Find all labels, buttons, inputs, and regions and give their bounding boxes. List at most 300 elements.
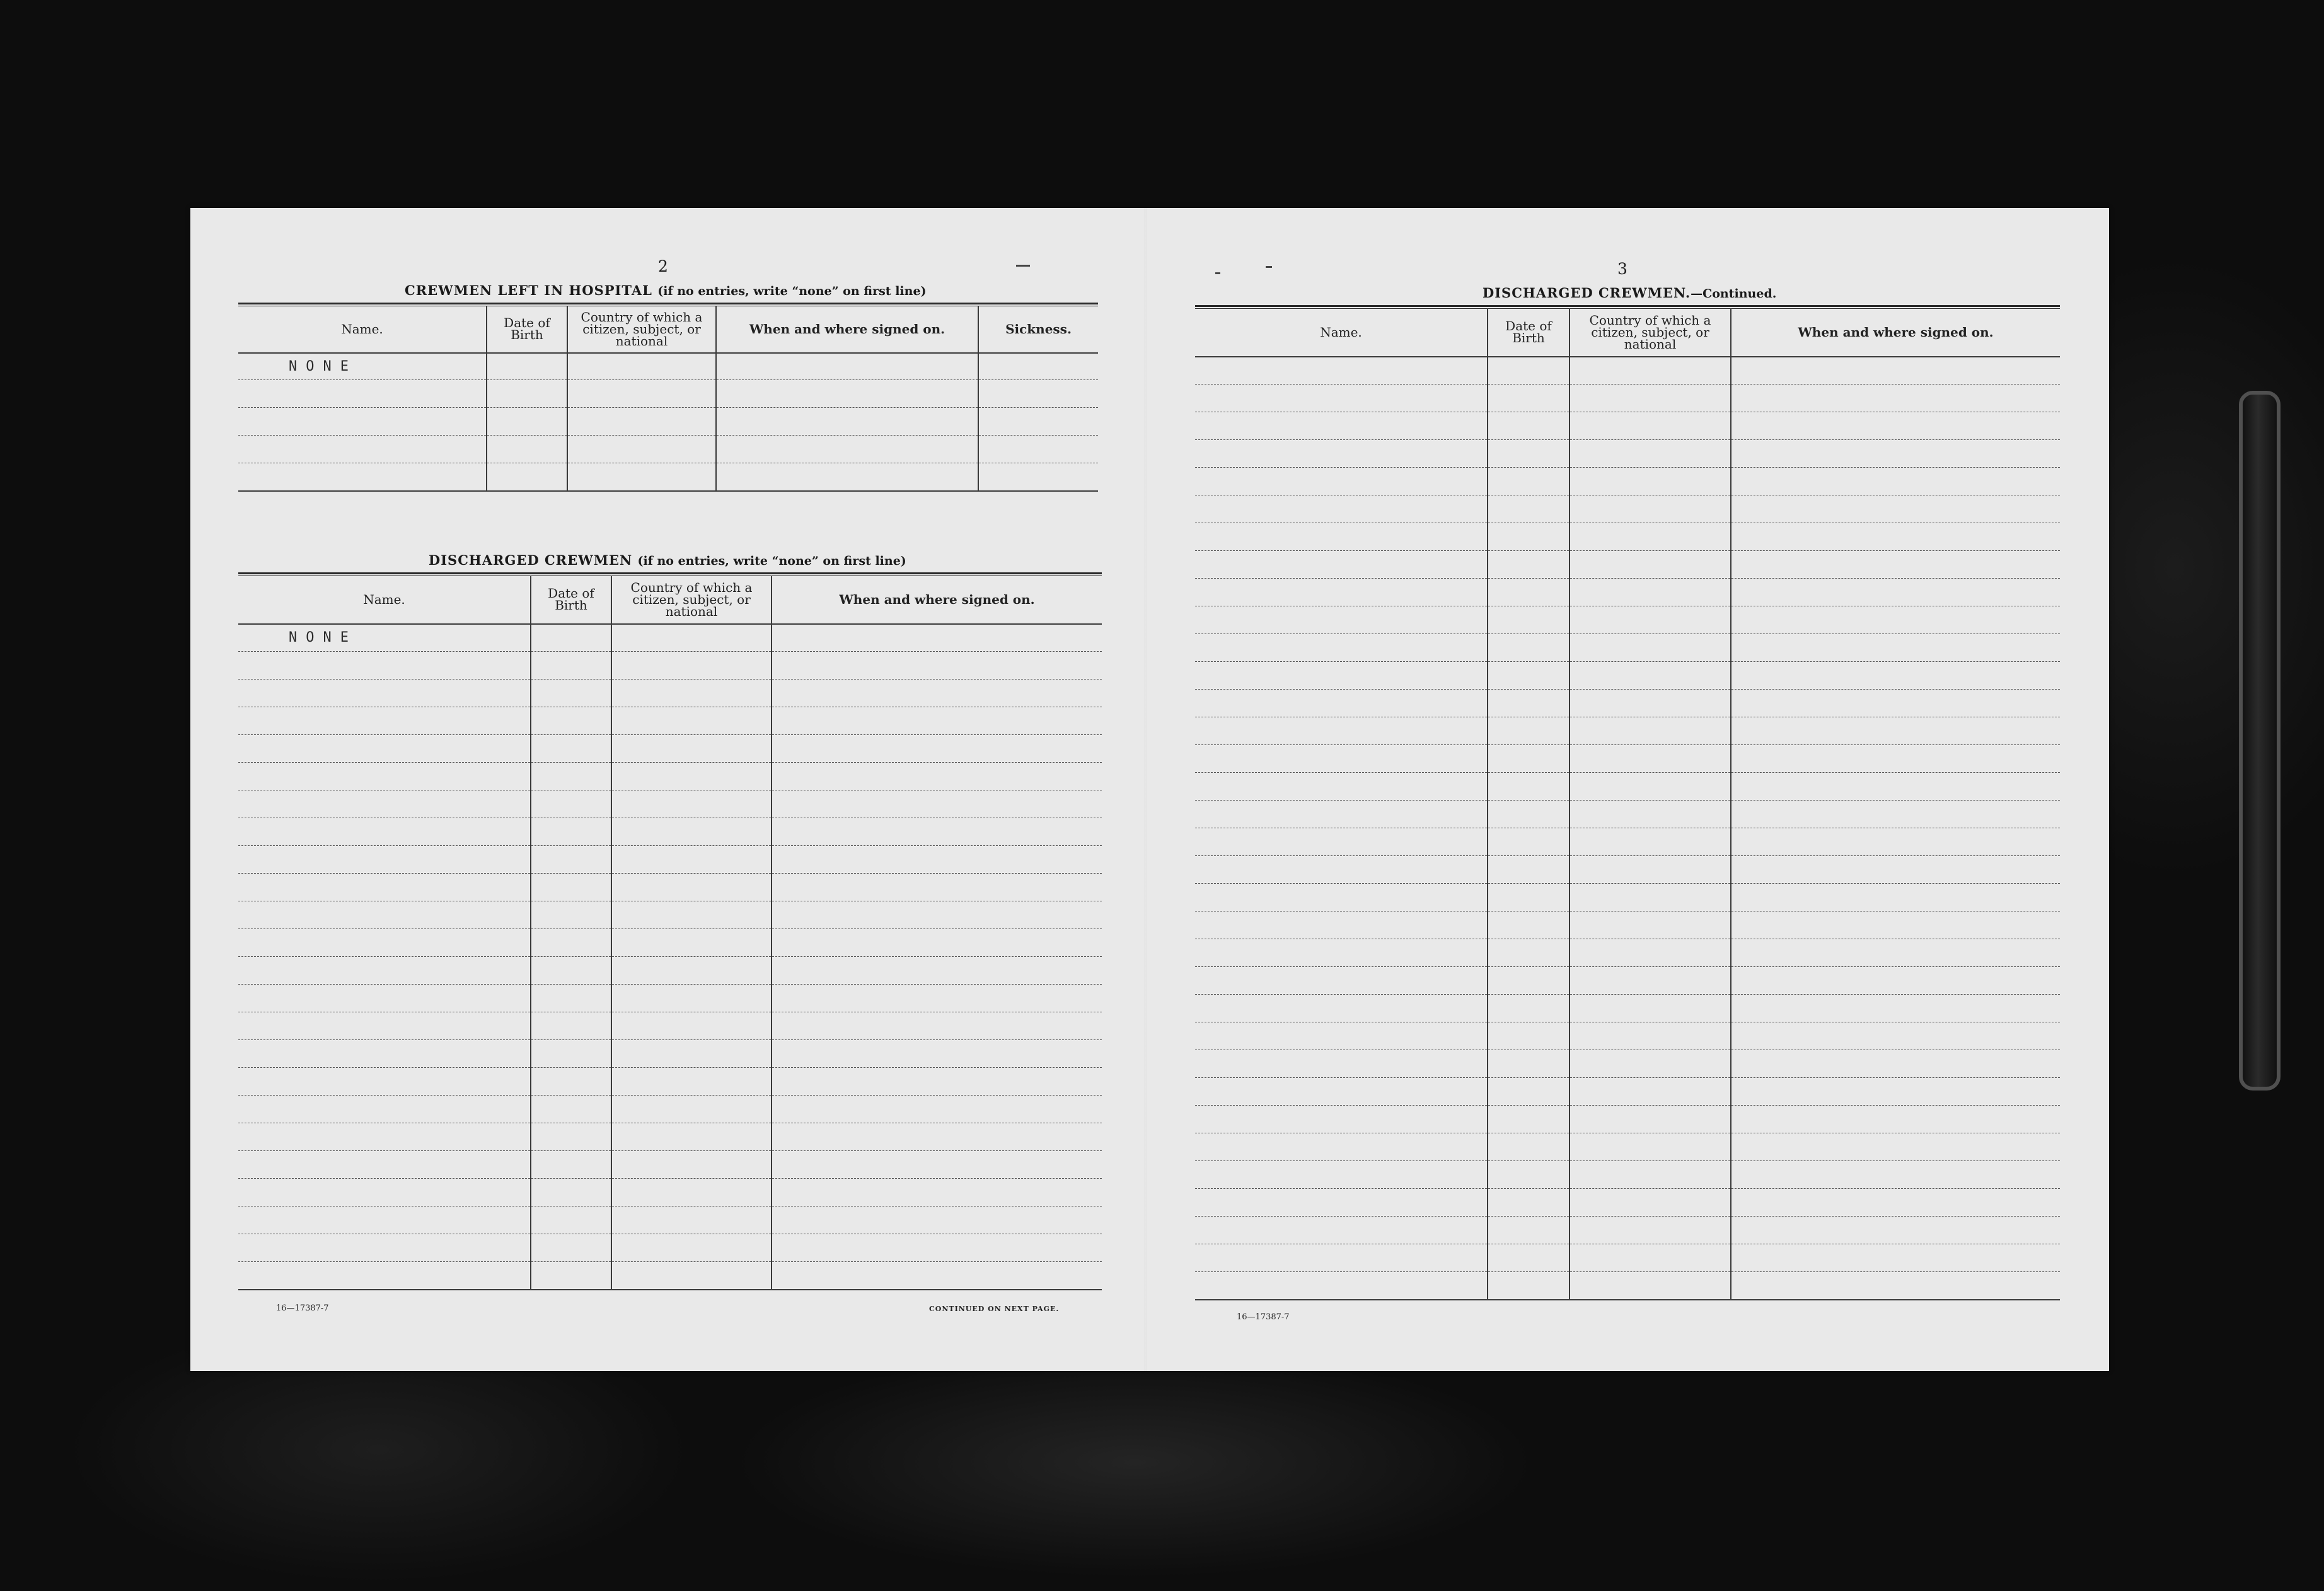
table-row xyxy=(1195,856,2060,884)
col-header-name: Name. xyxy=(238,576,531,624)
table-cell xyxy=(772,735,1102,763)
table-cell xyxy=(772,1040,1102,1068)
table-cell xyxy=(238,1151,531,1179)
page-number-right: 3 xyxy=(1617,260,1627,278)
table-cell xyxy=(238,707,531,735)
table-cell xyxy=(1731,828,2060,856)
table-cell xyxy=(531,624,611,652)
table-row xyxy=(1195,440,2060,468)
col-header-signed: When and where signed on. xyxy=(716,306,978,353)
table-cell xyxy=(1731,662,2060,690)
table-row xyxy=(1195,745,2060,773)
table-cell xyxy=(611,846,772,874)
table-cell xyxy=(772,874,1102,901)
table-cell xyxy=(531,707,611,735)
discharged-continued-title xyxy=(1483,285,1776,301)
table-cell xyxy=(772,790,1102,818)
table-cell xyxy=(238,1068,531,1096)
discharged-continued-title-text: DISCHARGED CREWMEN. xyxy=(1483,285,1691,301)
col-header-country: Country of which a citizen, subject, or national xyxy=(1570,309,1731,357)
table-cell xyxy=(1195,801,1488,828)
table-row xyxy=(238,1151,1102,1179)
table-cell xyxy=(611,1262,772,1290)
table-cell xyxy=(531,1123,611,1151)
table-cell xyxy=(1488,357,1570,385)
col-header-signed: When and where signed on. xyxy=(772,576,1102,624)
table-cell xyxy=(772,901,1102,929)
table-cell xyxy=(1195,967,1488,995)
table-cell xyxy=(1570,690,1731,717)
table-cell xyxy=(531,985,611,1012)
table-cell xyxy=(531,1068,611,1096)
table-cell xyxy=(1570,717,1731,745)
table-row xyxy=(1195,717,2060,745)
table-cell xyxy=(1731,967,2060,995)
table-cell xyxy=(1488,412,1570,440)
table-cell xyxy=(1488,801,1570,828)
table-row xyxy=(1195,495,2060,523)
page-fold xyxy=(1145,208,1147,1371)
table-row xyxy=(1195,1022,2060,1050)
col-header-signed: When and where signed on. xyxy=(1731,309,2060,357)
table-cell xyxy=(1570,412,1731,440)
table-cell xyxy=(772,957,1102,985)
table-cell xyxy=(1195,1106,1488,1133)
col-header-dob: Date of Birth xyxy=(531,576,611,624)
table-cell xyxy=(772,763,1102,790)
table-cell xyxy=(1195,911,1488,939)
table-cell xyxy=(1195,1189,1488,1217)
table-cell xyxy=(1570,1189,1731,1217)
table-cell xyxy=(1731,995,2060,1022)
table-row xyxy=(1195,606,2060,634)
table-cell xyxy=(1731,801,2060,828)
table-cell xyxy=(1731,495,2060,523)
table-cell xyxy=(772,1151,1102,1179)
table-cell xyxy=(1570,1244,1731,1272)
table-row xyxy=(1195,1272,2060,1300)
table-cell xyxy=(611,1012,772,1040)
table-cell xyxy=(1570,828,1731,856)
table-cell xyxy=(1488,1106,1570,1133)
table-row xyxy=(238,707,1102,735)
table-cell xyxy=(1731,385,2060,412)
table-cell xyxy=(1570,911,1731,939)
table-cell xyxy=(1570,884,1731,911)
table-cell xyxy=(1195,1244,1488,1272)
table-cell xyxy=(1731,856,2060,884)
typed-entry-none: NONE xyxy=(238,353,487,380)
table-cell xyxy=(1488,551,1570,579)
table-cell xyxy=(772,707,1102,735)
table-cell xyxy=(1570,385,1731,412)
table-cell xyxy=(531,735,611,763)
table-cell xyxy=(1731,1189,2060,1217)
table-row xyxy=(1195,995,2060,1022)
table-row xyxy=(238,901,1102,929)
table-cell xyxy=(1570,801,1731,828)
table-cell xyxy=(1488,967,1570,995)
table-cell xyxy=(1195,357,1488,385)
table-cell xyxy=(531,1151,611,1179)
table-cell xyxy=(238,1096,531,1123)
table-cell xyxy=(567,463,716,491)
table-row xyxy=(238,1262,1102,1290)
table-row xyxy=(238,929,1102,957)
table-cell xyxy=(611,680,772,707)
table-row xyxy=(238,1206,1102,1234)
table-cell xyxy=(238,1262,531,1290)
table-row xyxy=(1195,357,2060,385)
table-cell xyxy=(1731,1050,2060,1078)
table-cell xyxy=(772,652,1102,680)
table-cell xyxy=(1488,690,1570,717)
table-row xyxy=(1195,967,2060,995)
table-cell xyxy=(1195,634,1488,662)
continued-label: —Continued. xyxy=(1691,287,1777,301)
table-cell xyxy=(531,763,611,790)
table-cell xyxy=(238,1123,531,1151)
table-cell xyxy=(716,353,978,380)
table-cell xyxy=(1195,884,1488,911)
table-cell xyxy=(611,957,772,985)
table-cell xyxy=(1488,717,1570,745)
table-cell xyxy=(716,408,978,436)
table-cell xyxy=(978,436,1098,463)
table-cell xyxy=(531,1012,611,1040)
table-cell xyxy=(487,436,567,463)
table-cell xyxy=(1731,690,2060,717)
table-cell xyxy=(567,408,716,436)
table-cell xyxy=(978,380,1098,408)
table-row xyxy=(1195,1244,2060,1272)
table-cell xyxy=(1570,773,1731,801)
table-cell xyxy=(1488,385,1570,412)
table-cell xyxy=(238,1040,531,1068)
col-header-country: Country of which a citizen, subject, or national xyxy=(611,576,772,624)
table-cell xyxy=(1731,884,2060,911)
table-cell xyxy=(1731,1161,2060,1189)
table-row xyxy=(1195,1106,2060,1133)
table-cell xyxy=(1195,551,1488,579)
table-cell xyxy=(611,901,772,929)
table-cell xyxy=(772,1206,1102,1234)
table-cell xyxy=(611,1206,772,1234)
table-cell xyxy=(1731,606,2060,634)
table-row xyxy=(1195,634,2060,662)
form-number-left: 16—17387-7 xyxy=(276,1304,329,1313)
table-row xyxy=(1195,523,2060,551)
table-cell xyxy=(1570,1161,1731,1189)
table-cell xyxy=(611,707,772,735)
table-cell xyxy=(567,380,716,408)
table-cell xyxy=(238,1179,531,1206)
form-number-right: 16—17387-7 xyxy=(1237,1312,1290,1322)
table-cell xyxy=(238,380,487,408)
table-cell xyxy=(1731,551,2060,579)
table-row xyxy=(238,874,1102,901)
table-cell xyxy=(238,790,531,818)
table-cell xyxy=(531,1262,611,1290)
discharged-continued-table xyxy=(1195,305,2060,1300)
hospital-title-note: (if no entries, write “none” on first line) xyxy=(657,284,927,298)
table-row xyxy=(238,846,1102,874)
table-cell xyxy=(1195,468,1488,495)
table-row xyxy=(238,957,1102,985)
table-cell xyxy=(531,901,611,929)
table-cell xyxy=(1731,1244,2060,1272)
table-cell xyxy=(238,846,531,874)
table-cell xyxy=(487,353,567,380)
table-cell xyxy=(1488,662,1570,690)
table-cell xyxy=(1570,1106,1731,1133)
table-cell xyxy=(1488,939,1570,967)
table-cell xyxy=(238,735,531,763)
table-cell xyxy=(531,846,611,874)
table-cell xyxy=(1570,745,1731,773)
table-cell xyxy=(772,680,1102,707)
table-cell xyxy=(1731,745,2060,773)
table-cell xyxy=(1731,1133,2060,1161)
table-cell xyxy=(1570,1078,1731,1106)
table-cell xyxy=(1195,1272,1488,1300)
table-cell xyxy=(1195,440,1488,468)
table-cell xyxy=(611,1068,772,1096)
col-header-name: Name. xyxy=(1195,309,1488,357)
table-row xyxy=(1195,1217,2060,1244)
table-cell xyxy=(716,463,978,491)
scan-speck xyxy=(1016,265,1030,267)
table-row xyxy=(238,680,1102,707)
table-cell xyxy=(1570,1050,1731,1078)
table-row xyxy=(1195,385,2060,412)
table-cell xyxy=(611,624,772,652)
table-cell xyxy=(1731,773,2060,801)
discharged-table xyxy=(238,572,1102,1290)
table-cell xyxy=(772,1096,1102,1123)
table-cell xyxy=(1195,385,1488,412)
table-row xyxy=(1195,662,2060,690)
table-cell xyxy=(238,874,531,901)
table-cell xyxy=(611,1151,772,1179)
table-cell xyxy=(772,624,1102,652)
table-cell xyxy=(1488,468,1570,495)
table-cell xyxy=(611,1040,772,1068)
table-cell xyxy=(1488,1050,1570,1078)
document-sheet xyxy=(190,208,2109,1371)
table-cell xyxy=(238,985,531,1012)
table-cell xyxy=(531,1096,611,1123)
table-cell xyxy=(1488,579,1570,606)
table-cell xyxy=(772,1179,1102,1206)
table-cell xyxy=(1731,1106,2060,1133)
table-cell xyxy=(1570,551,1731,579)
table-cell xyxy=(772,818,1102,846)
table-cell xyxy=(1195,1050,1488,1078)
table-cell xyxy=(772,1123,1102,1151)
table-row xyxy=(1195,1078,2060,1106)
scan-speck xyxy=(1215,272,1220,274)
table-cell xyxy=(772,1012,1102,1040)
table-cell xyxy=(772,1234,1102,1262)
discharged-section-title xyxy=(429,552,906,568)
table-cell xyxy=(611,1096,772,1123)
table-cell xyxy=(1570,1022,1731,1050)
table-cell xyxy=(1195,690,1488,717)
hospital-section-title xyxy=(405,282,927,298)
table-cell xyxy=(1195,523,1488,551)
table-cell xyxy=(611,735,772,763)
discharged-title-text: DISCHARGED CREWMEN xyxy=(429,552,633,568)
table-row xyxy=(238,985,1102,1012)
col-header-country: Country of which a citizen, subject, or national xyxy=(567,306,716,353)
table-cell xyxy=(1570,440,1731,468)
table-row xyxy=(1195,801,2060,828)
table-cell xyxy=(1488,523,1570,551)
table-cell xyxy=(1488,440,1570,468)
table-cell xyxy=(531,929,611,957)
table-cell xyxy=(611,985,772,1012)
table-cell xyxy=(1195,412,1488,440)
table-cell xyxy=(1731,357,2060,385)
col-header-dob: Date of Birth xyxy=(1488,309,1570,357)
table-row xyxy=(238,1040,1102,1068)
table-row xyxy=(238,463,1098,491)
table-cell xyxy=(1488,773,1570,801)
table-cell xyxy=(1570,995,1731,1022)
table-cell xyxy=(1570,495,1731,523)
col-header-name: Name. xyxy=(238,306,487,353)
table-cell xyxy=(1570,579,1731,606)
table-cell xyxy=(611,652,772,680)
table-cell xyxy=(238,1234,531,1262)
table-cell xyxy=(238,957,531,985)
table-cell xyxy=(1195,1078,1488,1106)
table-cell xyxy=(1488,1133,1570,1161)
table-cell xyxy=(1570,967,1731,995)
table-cell xyxy=(1195,1217,1488,1244)
table-row xyxy=(1195,412,2060,440)
table-row xyxy=(1195,1050,2060,1078)
table-cell xyxy=(238,1206,531,1234)
table-cell xyxy=(1731,939,2060,967)
table-row xyxy=(1195,551,2060,579)
table-row xyxy=(1195,1189,2060,1217)
table-cell xyxy=(238,463,487,491)
table-cell xyxy=(1731,1272,2060,1300)
table-cell xyxy=(1195,1022,1488,1050)
table-row xyxy=(1195,1133,2060,1161)
table-row xyxy=(238,1096,1102,1123)
table-cell xyxy=(1195,662,1488,690)
table-cell xyxy=(1488,828,1570,856)
table-cell xyxy=(1570,856,1731,884)
table-cell xyxy=(1731,1217,2060,1244)
page-number-left: 2 xyxy=(658,257,668,275)
table-row xyxy=(238,1012,1102,1040)
table-cell xyxy=(1488,1272,1570,1300)
table-cell xyxy=(611,763,772,790)
table-cell xyxy=(1488,634,1570,662)
table-cell xyxy=(1731,911,2060,939)
table-cell xyxy=(531,1040,611,1068)
table-cell xyxy=(1195,939,1488,967)
hospital-table xyxy=(238,303,1098,492)
table-row xyxy=(1195,1161,2060,1189)
table-cell xyxy=(611,818,772,846)
table-cell xyxy=(1570,357,1731,385)
table-cell xyxy=(531,957,611,985)
table-cell xyxy=(1195,579,1488,606)
binder-rod xyxy=(2239,391,2281,1091)
table-cell xyxy=(1570,468,1731,495)
table-cell xyxy=(1488,884,1570,911)
table-cell xyxy=(1488,995,1570,1022)
table-row xyxy=(1195,690,2060,717)
table-row xyxy=(238,790,1102,818)
table-cell xyxy=(531,818,611,846)
table-cell xyxy=(772,929,1102,957)
table-cell xyxy=(1488,911,1570,939)
table-cell xyxy=(611,1234,772,1262)
table-cell xyxy=(1195,717,1488,745)
table-cell xyxy=(1195,745,1488,773)
table-cell xyxy=(531,652,611,680)
table-cell xyxy=(1195,773,1488,801)
table-row xyxy=(238,436,1098,463)
table-cell xyxy=(487,380,567,408)
table-row xyxy=(1195,773,2060,801)
table-cell xyxy=(567,436,716,463)
table-row xyxy=(238,408,1098,436)
table-cell xyxy=(487,408,567,436)
table-cell xyxy=(1195,1133,1488,1161)
table-row xyxy=(238,353,1098,380)
table-cell xyxy=(1195,856,1488,884)
table-cell xyxy=(567,353,716,380)
table-row xyxy=(238,380,1098,408)
typed-entry-none: NONE xyxy=(238,624,531,652)
table-cell xyxy=(1570,1272,1731,1300)
table-cell xyxy=(238,652,531,680)
table-cell xyxy=(1731,412,2060,440)
table-row xyxy=(238,735,1102,763)
table-row xyxy=(1195,468,2060,495)
table-cell xyxy=(238,680,531,707)
table-cell xyxy=(238,408,487,436)
table-cell xyxy=(978,353,1098,380)
table-cell xyxy=(1731,468,2060,495)
table-cell xyxy=(611,874,772,901)
table-cell xyxy=(531,1179,611,1206)
table-row xyxy=(1195,884,2060,911)
table-row xyxy=(238,1179,1102,1206)
table-cell xyxy=(1731,717,2060,745)
table-cell xyxy=(1570,1217,1731,1244)
table-cell xyxy=(487,463,567,491)
table-cell xyxy=(531,1234,611,1262)
table-cell xyxy=(531,874,611,901)
table-cell xyxy=(238,763,531,790)
table-cell xyxy=(772,1262,1102,1290)
discharged-title-note: (if no entries, write “none” on first line) xyxy=(637,554,906,568)
hospital-title-text: CREWMEN LEFT IN HOSPITAL xyxy=(405,282,652,298)
table-row xyxy=(238,1234,1102,1262)
table-row xyxy=(1195,828,2060,856)
table-row xyxy=(238,818,1102,846)
continued-note: CONTINUED ON NEXT PAGE. xyxy=(929,1305,1060,1313)
table-cell xyxy=(1570,606,1731,634)
